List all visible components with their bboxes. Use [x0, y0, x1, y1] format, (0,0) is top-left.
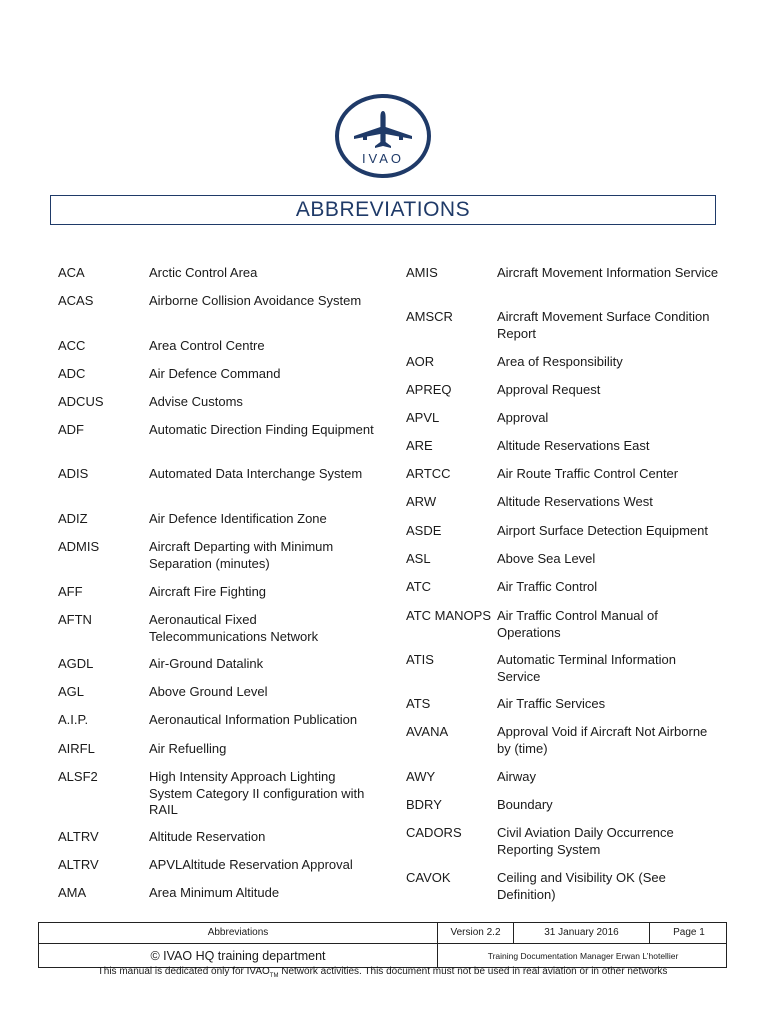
abbreviation-term: CADORS	[406, 825, 462, 840]
abbreviation-term: ATC	[406, 579, 432, 594]
abbreviation-definition: Arctic Control Area	[149, 265, 258, 280]
abbreviation-definition: Area of Responsibility	[497, 354, 623, 369]
abbreviation-term: AFTN	[58, 612, 92, 627]
abbreviation-definition: Approval	[497, 410, 549, 425]
footer-version: Version 2.2	[450, 927, 501, 938]
abbreviation-term: ASL	[406, 551, 431, 566]
abbreviation-term: ASDE	[406, 523, 442, 538]
abbreviation-definition: Altitude Reservations East	[497, 438, 650, 453]
abbreviation-definition: Aircraft Movement Surface Condition Report	[497, 309, 710, 341]
abbreviation-definition: Aeronautical Information Publication	[149, 712, 358, 727]
abbreviation-term: ALSF2	[58, 769, 98, 784]
abbreviation-term: ALTRV	[58, 857, 99, 872]
abbreviation-term: AFF	[58, 584, 83, 599]
logo-text: IVAO	[361, 151, 405, 166]
abbreviation-term: AGDL	[58, 656, 94, 671]
abbreviation-definition: Area Control Centre	[149, 338, 265, 353]
abbreviation-definition: Air Refuelling	[149, 741, 227, 756]
abbreviation-definition: Aircraft Fire Fighting	[149, 584, 267, 599]
abbreviation-definition: Altitude Reservations West	[497, 494, 653, 509]
abbreviation-definition: Air Defence Identification Zone	[149, 511, 327, 526]
abbreviation-definition: Air Traffic Control	[497, 579, 598, 594]
footer-doc-title: Abbreviations	[207, 927, 269, 938]
abbreviation-definition: Automatic Terminal Information Service	[497, 652, 676, 684]
abbreviation-term: ACAS	[58, 293, 94, 308]
abbreviation-definition: Airway	[497, 769, 537, 784]
abbreviation-definition: Aircraft Movement Information Service	[497, 265, 719, 280]
abbreviation-term: AWY	[406, 769, 436, 784]
abbreviation-term: ATC MANOPS	[406, 608, 491, 623]
abbreviation-definition: APVLAltitude Reservation Approval	[149, 857, 353, 872]
disclaimer-text-end: Network activities. This document must not be used in real aviation or in other networks	[278, 966, 668, 977]
disclaimer	[38, 966, 727, 982]
disclaimer-text-start: This manual is dedicated only for IVAO	[97, 966, 270, 977]
abbreviation-term: ADMIS	[58, 539, 100, 554]
abbreviation-definition: Air Traffic Control Manual of Operations	[497, 608, 658, 640]
abbreviation-term: AGL	[58, 684, 85, 699]
abbreviation-definition: Automated Data Interchange System	[149, 466, 363, 481]
abbreviation-term: ARE	[406, 438, 433, 453]
abbreviation-term: ALTRV	[58, 829, 99, 844]
abbreviation-definition: Aeronautical Fixed Telecommunications Network	[149, 612, 319, 644]
trademark-mark: TM	[269, 973, 279, 979]
abbreviation-term: AMIS	[406, 265, 438, 280]
abbreviation-term: ACA	[58, 265, 85, 280]
abbreviation-term: ADIZ	[58, 511, 88, 526]
abbreviation-definition: Area Minimum Altitude	[149, 885, 280, 900]
abbreviation-term: AIRFL	[58, 741, 95, 756]
abbreviation-term: ATIS	[406, 652, 434, 667]
abbreviation-term: ADF	[58, 422, 84, 437]
abbreviation-definition: Advise Customs	[149, 394, 243, 409]
abbreviation-definition: Air Route Traffic Control Center	[497, 466, 679, 481]
abbreviation-term: A.I.P.	[58, 712, 89, 727]
abbreviation-definition: Airport Surface Detection Equipment	[497, 523, 708, 538]
abbreviation-definition: Air Defence Command	[149, 366, 281, 381]
abbreviation-definition: Boundary	[497, 797, 553, 812]
footer-page-number: Page 1	[673, 927, 705, 938]
footer-row-2	[39, 944, 726, 968]
abbreviation-definition: Ceiling and Visibility OK (See Definition)	[497, 870, 666, 902]
footer-table	[38, 922, 727, 968]
footer-department: © IVAO HQ training department	[150, 949, 326, 963]
title-box	[50, 195, 716, 225]
abbreviation-term: AOR	[406, 354, 435, 369]
abbreviation-definition: Airborne Collision Avoidance System	[149, 293, 362, 308]
page-title: ABBREVIATIONS	[295, 198, 471, 221]
abbreviation-term: ARTCC	[406, 466, 451, 481]
footer-date: 31 January 2016	[544, 927, 619, 938]
abbreviation-definition: Aircraft Departing with Minimum Separation (minutes)	[149, 539, 334, 571]
ivao-logo	[334, 93, 432, 179]
footer-manager: Training Documentation Manager Erwan L’hotellier	[487, 951, 679, 961]
abbreviation-term: ADCUS	[58, 394, 104, 409]
abbreviation-term: APVL	[406, 410, 440, 425]
abbreviation-term: APREQ	[406, 382, 452, 397]
abbreviation-definition: Approval Request	[497, 382, 601, 397]
abbreviation-term: ADIS	[58, 466, 89, 481]
abbreviation-definition: Approval Void if Aircraft Not Airborne by (time)	[497, 724, 708, 756]
abbreviation-term: ADC	[58, 366, 86, 381]
abbreviation-term: ARW	[406, 494, 437, 509]
airplane-icon	[354, 111, 412, 148]
abbreviation-definition: Above Sea Level	[497, 551, 596, 566]
abbreviation-definition: Altitude Reservation	[149, 829, 266, 844]
abbreviation-term: AMA	[58, 885, 87, 900]
abbreviation-definition: Civil Aviation Daily Occurrence Reporting System	[497, 825, 674, 857]
abbreviation-definition: Automatic Direction Finding Equipment	[149, 422, 374, 437]
abbreviation-definition: Air-Ground Datalink	[149, 656, 264, 671]
abbreviation-definition: High Intensity Approach Lighting System Category II configuration with RAIL	[149, 769, 365, 817]
abbreviation-term: AMSCR	[406, 309, 453, 324]
abbreviation-term: CAVOK	[406, 870, 451, 885]
abbreviation-definition: Above Ground Level	[149, 684, 268, 699]
abbreviation-term: ACC	[58, 338, 86, 353]
abbreviation-term: BDRY	[406, 797, 442, 812]
abbreviation-term: AVANA	[406, 724, 449, 739]
footer-row-1	[39, 923, 726, 944]
abbreviation-definition: Air Traffic Services	[497, 696, 606, 711]
abbreviation-term: ATS	[406, 696, 431, 711]
